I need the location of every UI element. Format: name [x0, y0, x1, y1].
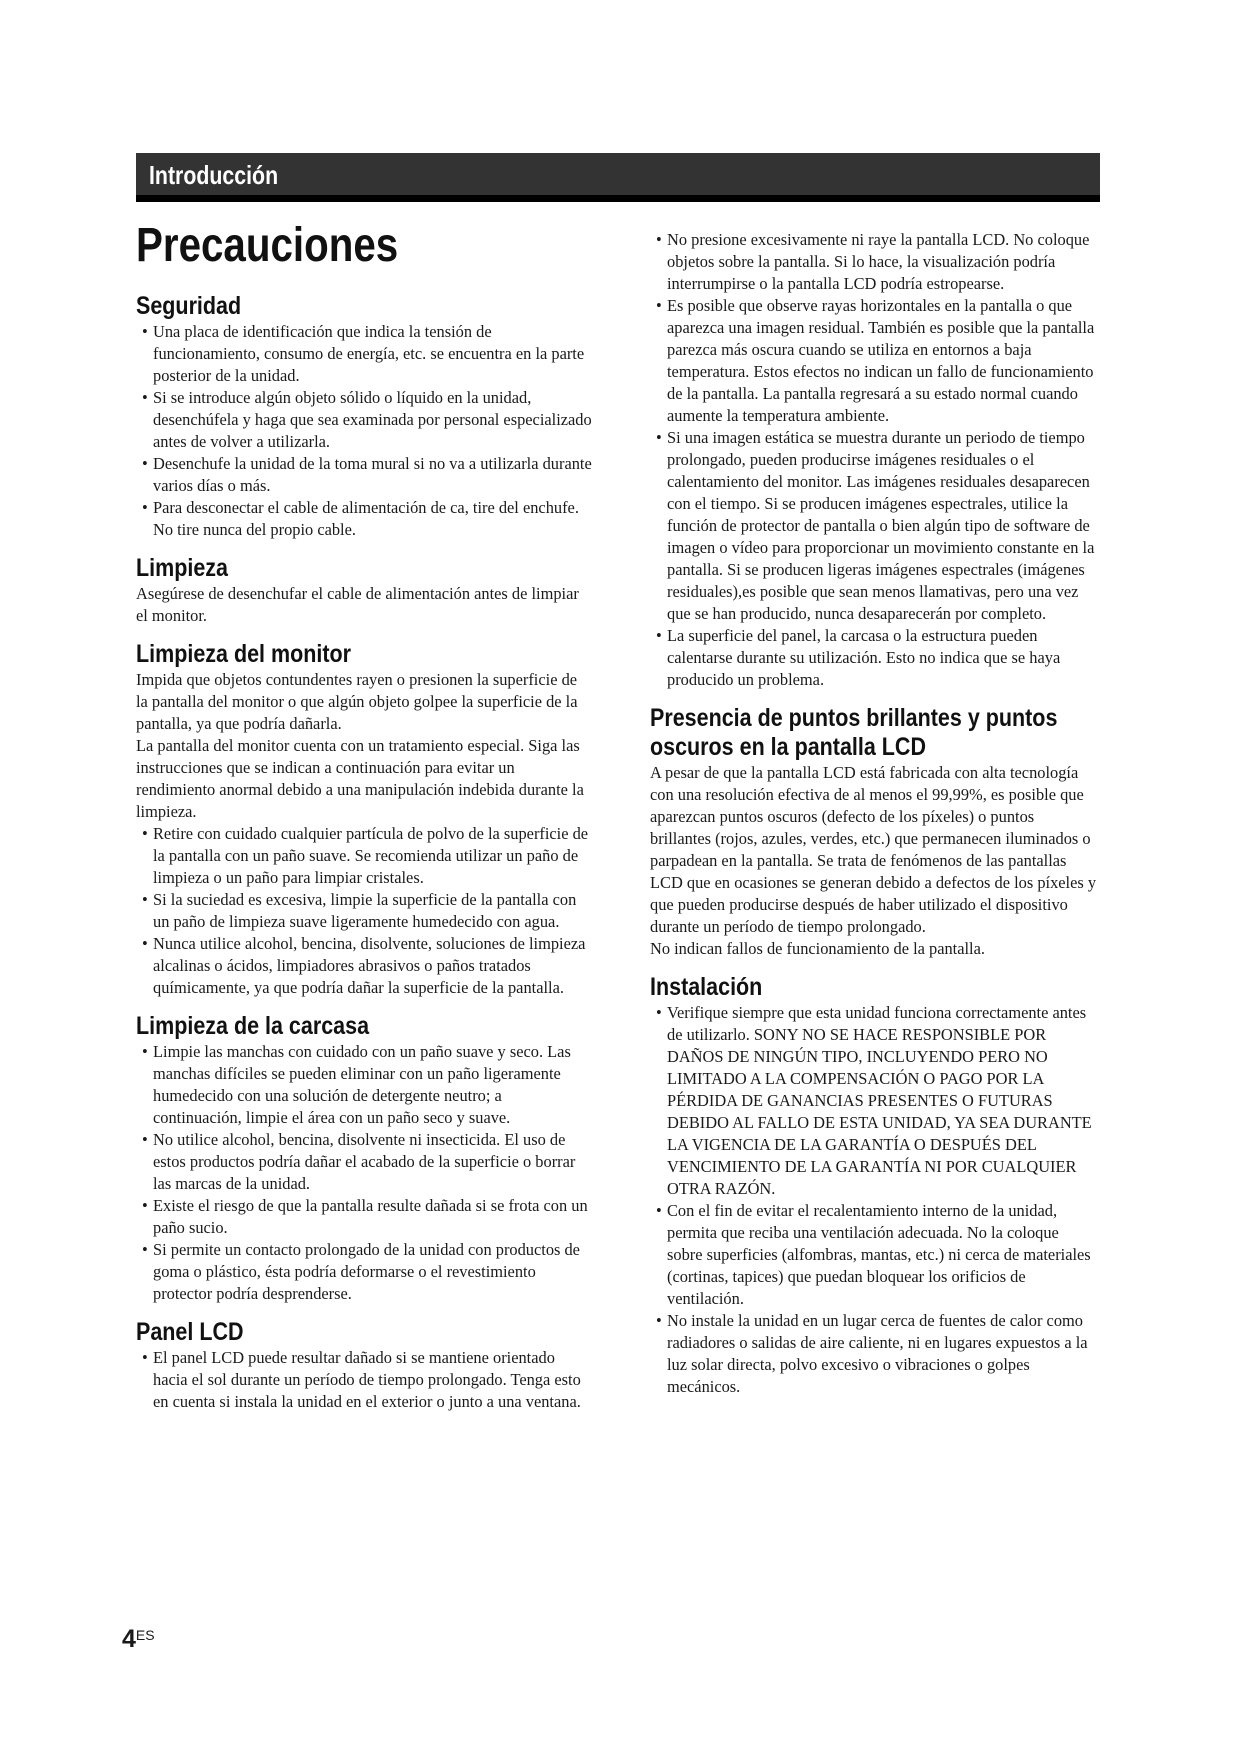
paragraph-limpieza-monitor-1: Impida que objetos contundentes rayen o presionen la superficie de la pantalla del monitor o que algún objeto golpee la superficie de la pantalla, ya que podría dañarla.: [136, 670, 578, 733]
list-panel-lcd: [136, 1347, 592, 1413]
heading-instalacion: Instalación: [650, 973, 763, 1001]
list-item: • Existe el riesgo de que la pantalla resulte dañada si se frota con un paño sucio.: [136, 1195, 592, 1239]
list-item: • No presione excesivamente ni raye la pantalla LCD. No coloque objetos sobre la pantalla. Si lo hace, la visualización podría interrumpirse o la pantalla LCD podría estropearse.: [650, 229, 1098, 295]
page-number: [122, 1625, 155, 1654]
list-seguridad: [136, 321, 592, 541]
list-item: • Si permite un contacto prolongado de la unidad con productos de goma o plástico, ésta podría deformarse o el revestimiento protector podría desprenderse.: [136, 1239, 592, 1305]
right-column: [650, 229, 1098, 1398]
list-limpieza-carcasa: [136, 1041, 592, 1305]
heading-panel-lcd: Panel LCD: [136, 1318, 244, 1346]
list-item: • Verifique siempre que esta unidad funciona correctamente antes de utilizarlo. SONY NO SE HACE RESPONSIBLE POR DAÑOS DE NINGÚN TIPO, INCLUYENDO PERO NO LIMITADO A LA COMPENSACIÓN O PAGO POR LA PÉRDIDA DE GANANCIAS PRESENTES O FUTURAS DEBIDO AL FALLO DE ESTA UNIDAD, YA SEA DURANTE LA VIGENCIA DE LA GARANTÍA O DESPUÉS DEL VENCIMIENTO DE LA GARANTÍA NI POR CUALQUIER OTRA RAZÓN.: [650, 1002, 1098, 1200]
paragraph-puntos-2: No indican fallos de funcionamiento de la pantalla.: [650, 939, 985, 958]
list-instalacion: [650, 1002, 1098, 1398]
list-item: • No instale la unidad en un lugar cerca de fuentes de calor como radiadores o salidas de aire caliente, ni en lugares expuestos a la luz solar directa, polvo excesivo o vibraciones o golpes mecánicos.: [650, 1310, 1098, 1398]
page-number-value: 4: [122, 1625, 136, 1653]
list-item: • Si una imagen estática se muestra durante un periodo de tiempo prolongado, pueden producirse imágenes residuales o el calentamiento del monitor. Las imágenes residuales desaparecen con el tiempo. Si se producen imágenes espectrales, utilice la función de protector de pantalla o bien algún tipo de software de imagen o vídeo para proporcionar un movimiento constante en la pantalla. Si se producen ligeras imágenes espectrales (imágenes residuales),es posible que sean menos llamativas, pero una vez que se han producido, nunca desaparecerán por completo.: [650, 427, 1098, 625]
paragraph-puntos-1: A pesar de que la pantalla LCD está fabricada con alta tecnología con una resolución efectiva de al menos el 99,99%, es posible que aparezcan puntos oscuros (defecto de los píxeles) o puntos brillantes (rojos, azules, verdes, etc.) que permanecen iluminados o parpadean en la pantalla. Se trata de fenómenos de las pantallas LCD que en ocasiones se generan debido a defectos de los píxeles y que pueden producirse después de haber utilizado el dispositivo durante un período de tiempo prolongado.: [650, 763, 1097, 936]
list-item: • Si se introduce algún objeto sólido o líquido en la unidad, desenchúfela y haga que sea examinada por personal especializado antes de volver a utilizarla.: [136, 387, 592, 453]
list-item: • Con el fin de evitar el recalentamiento interno de la unidad, permita que reciba una ventilación adecuada. No la coloque sobre superficies (alfombras, mantas, etc.) ni cerca de materiales (cortinas, tapices) que puedan bloquear los orificios de ventilación.: [650, 1200, 1098, 1310]
heading-limpieza: Limpieza: [136, 554, 229, 582]
list-item: • El panel LCD puede resultar dañado si se mantiene orientado hacia el sol durante un período de tiempo prolongado. Tenga esto en cuenta si instala la unidad en el exterior o junto a una ventana.: [136, 1347, 592, 1413]
section-label: Introducción: [149, 160, 279, 190]
heading-limpieza-carcasa: Limpieza de la carcasa: [136, 1012, 370, 1040]
list-item: • Una placa de identificación que indica la tensión de funcionamiento, consumo de energía, etc. se encuentra en la parte posterior de la unidad.: [136, 321, 592, 387]
list-item: • La superficie del panel, la carcasa o la estructura pueden calentarse durante su utilización. Esto no indica que se haya producido un problema.: [650, 625, 1098, 691]
page-lang: ES: [135, 1627, 155, 1643]
heading-seguridad: Seguridad: [136, 292, 242, 320]
list-item: • No utilice alcohol, bencina, disolvente ni insecticida. El uso de estos productos podría dañar el acabado de la superficie o borrar las marcas de la unidad.: [136, 1129, 592, 1195]
heading-puntos: Presencia de puntos brillantes y puntos oscuros en la pantalla LCD: [650, 704, 1058, 761]
list-item: • Desenchufe la unidad de la toma mural si no va a utilizarla durante varios días o más.: [136, 453, 592, 497]
section-banner: [136, 153, 1100, 202]
left-column: [136, 292, 592, 1413]
list-item: • Retire con cuidado cualquier partícula de polvo de la superficie de la pantalla con un paño suave. Se recomienda utilizar un paño de limpieza o un paño para limpiar cristales.: [136, 823, 592, 889]
list-item: • Si la suciedad es excesiva, limpie la superficie de la pantalla con un paño de limpieza suave ligeramente humedecido con agua.: [136, 889, 592, 933]
paragraph-limpieza-monitor-2: La pantalla del monitor cuenta con un tratamiento especial. Siga las instrucciones que se indican a continuación para evitar un rendimiento anormal debido a una manipulación indebida durante la limpieza.: [136, 736, 584, 821]
list-limpieza-monitor: [136, 823, 592, 999]
heading-limpieza-monitor: Limpieza del monitor: [136, 640, 352, 668]
page-title: Precauciones: [136, 219, 399, 272]
list-item: • Es posible que observe rayas horizontales en la pantalla o que aparezca una imagen residual. También es posible que la pantalla parezca más oscura cuando se utiliza en entornos a baja temperatura. Estos efectos no indican un fallo de funcionamiento de la pantalla. La pantalla regresará a su estado normal cuando aumente la temperatura ambiente.: [650, 295, 1098, 427]
list-item: • Nunca utilice alcohol, bencina, disolvente, soluciones de limpieza alcalinas o ácidos, limpiadores abrasivos o paños tratados químicamente, ya que podría dañar la superficie de la pantalla.: [136, 933, 592, 999]
list-panel-lcd-cont: [650, 229, 1098, 691]
list-item: • Limpie las manchas con cuidado con un paño suave y seco. Las manchas difíciles se pueden eliminar con un paño ligeramente humedecido con una solución de detergente neutro; a continuación, limpie el área con un paño seco y suave.: [136, 1041, 592, 1129]
list-item: • Para desconectar el cable de alimentación de ca, tire del enchufe. No tire nunca del propio cable.: [136, 497, 592, 541]
paragraph-limpieza: Asegúrese de desenchufar el cable de alimentación antes de limpiar el monitor.: [136, 584, 579, 625]
